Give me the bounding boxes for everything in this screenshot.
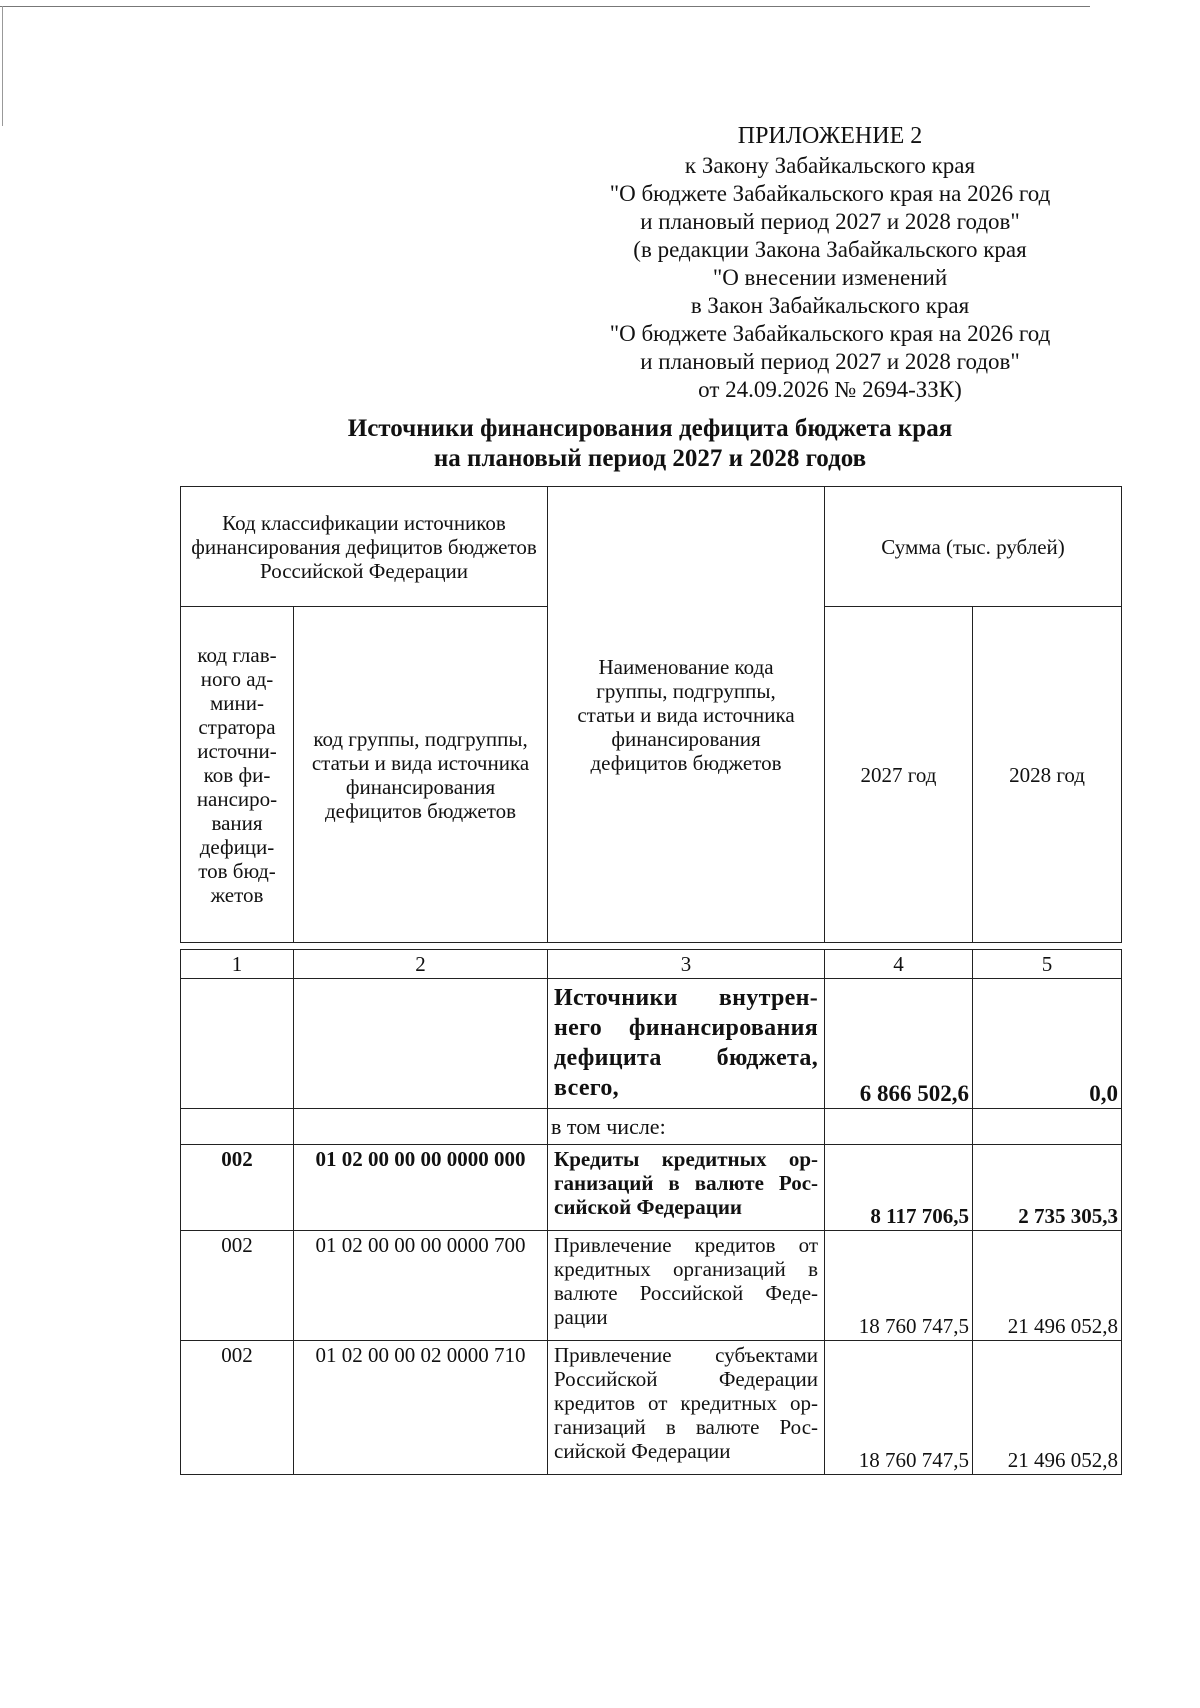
total-2028: 0,0 (973, 979, 1122, 1109)
admin-code-header: код глав-ного ад-мини-стратора источни-ков фи-нансиро-вания дефици-тов бюд-жетов (181, 607, 294, 943)
sum-header-label: Сумма (тыс. рублей) (881, 534, 1065, 559)
including-label: в том числе: (548, 1109, 825, 1145)
year-2027-header: 2027 год (825, 607, 973, 943)
header-line: и плановый период 2027 и 2028 годов" (640, 349, 1020, 374)
table-header-row (181, 487, 1122, 607)
amount-2027: 18 760 747,5 (825, 1231, 973, 1341)
source-code: 01 02 00 00 00 0000 000 (294, 1145, 548, 1231)
amount-2028: 2 735 305,3 (973, 1145, 1122, 1231)
scan-edge-top (0, 6, 1090, 7)
column-number: 1 (181, 950, 294, 979)
source-name: Привлечение субъектами Российской Федерации кредитов от кредитных ор-ганизаций в валюте Рос-сийской Федерации (548, 1341, 825, 1475)
table-row (181, 1145, 1122, 1231)
sum-header (825, 487, 1122, 607)
admin-code: 002 (181, 1231, 294, 1341)
document-title (180, 414, 1120, 474)
header-line: "О внесении изменений (712, 265, 948, 290)
column-number: 5 (973, 950, 1122, 979)
financing-sources-table (180, 486, 1122, 1475)
header-line: (в редакции Закона Забайкальского края (633, 237, 1027, 262)
name-column-header: Наименование кода группы, подгруппы, статьи и вида источника финансирования дефицитов бюджетов (548, 487, 825, 943)
header-line: от 24.09.2026 № 2694-ЗЗК) (698, 377, 962, 402)
total-row (181, 979, 1122, 1109)
appendix-header (560, 122, 1100, 404)
appendix-label: ПРИЛОЖЕНИЕ 2 (737, 123, 923, 149)
title-line-1: Источники финансирования дефицита бюджета края (347, 415, 953, 442)
title-line-2: на плановый период 2027 и 2028 годов (433, 445, 867, 472)
amount-2027: 18 760 747,5 (825, 1341, 973, 1475)
header-line: к Закону Забайкальского края (684, 153, 976, 178)
table-row (181, 1231, 1122, 1341)
header-line: и плановый период 2027 и 2028 годов" (640, 209, 1020, 234)
table-gap (181, 943, 1122, 950)
header-line: в Закон Забайкальского края (690, 293, 970, 318)
source-code: 01 02 00 00 00 0000 700 (294, 1231, 548, 1341)
header-line: "О бюджете Забайкальского края на 2026 год (609, 181, 1051, 206)
column-numbers-row (181, 950, 1122, 979)
column-number: 2 (294, 950, 548, 979)
column-number: 4 (825, 950, 973, 979)
source-name: Кредиты кредитных ор-ганизаций в валюте Рос-сийской Федерации (548, 1145, 825, 1231)
total-2027: 6 866 502,6 (825, 979, 973, 1109)
admin-code: 002 (181, 1145, 294, 1231)
header-line: "О бюджете Забайкальского края на 2026 год (609, 321, 1051, 346)
total-name: Источники внутрен-него финансирования дефицита бюджета, всего, (548, 979, 825, 1109)
year-2028-header: 2028 год (973, 607, 1122, 943)
admin-code: 002 (181, 1341, 294, 1475)
source-name: Привлечение кредитов от кредитных организаций в валюте Российской Феде-рации (548, 1231, 825, 1341)
classification-header: Код классификации источников финансирования дефицитов бюджетов Российской Федерации (181, 487, 548, 607)
including-row (181, 1109, 1122, 1145)
amount-2028: 21 496 052,8 (973, 1231, 1122, 1341)
group-code-header: код группы, подгруппы, статьи и вида источника финансирования дефицитов бюджетов (294, 607, 548, 943)
column-number: 3 (548, 950, 825, 979)
source-code: 01 02 00 00 02 0000 710 (294, 1341, 548, 1475)
table-row (181, 1341, 1122, 1475)
scan-edge-left (2, 6, 3, 126)
amount-2027: 8 117 706,5 (825, 1145, 973, 1231)
amount-2028: 21 496 052,8 (973, 1341, 1122, 1475)
